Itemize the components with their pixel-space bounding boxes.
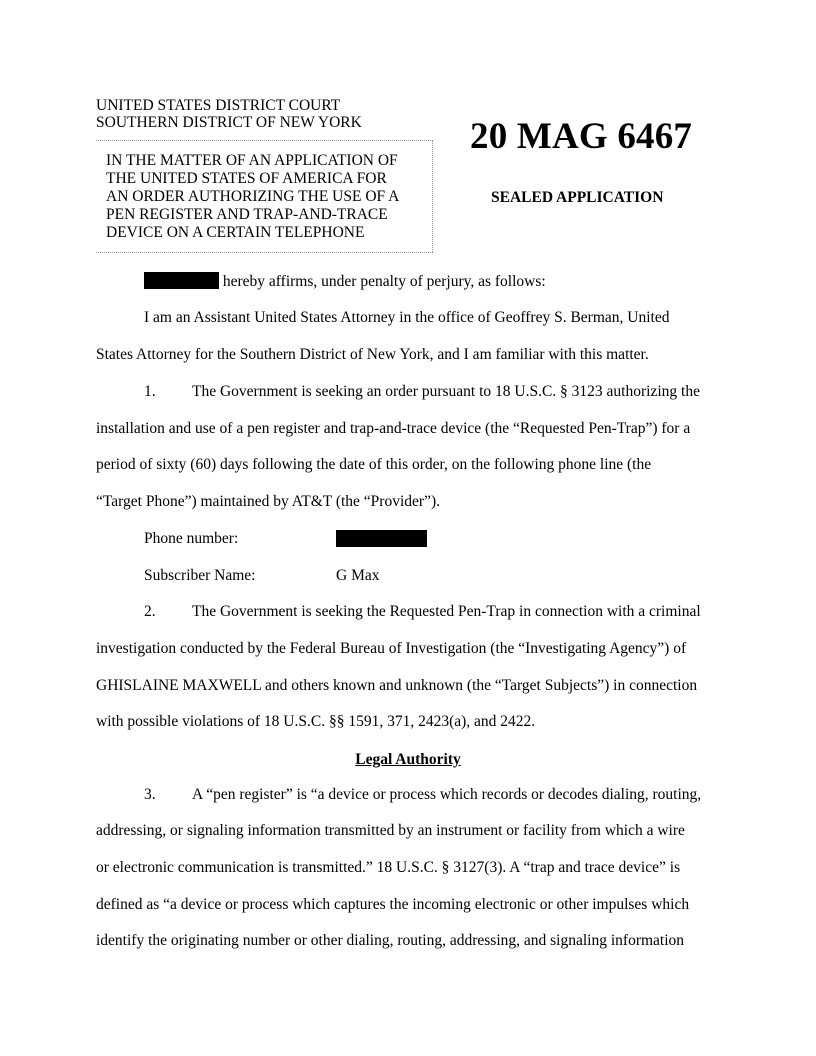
affirmation-line [144, 272, 546, 291]
body-line: GHISLAINE MAXWELL and others known and unknown (the “Target Subjects”) in connection [96, 677, 698, 694]
matter-caption-line: DEVICE ON A CERTAIN TELEPHONE [106, 224, 365, 241]
body-line: identify the originating number or other dialing, routing, addressing, and signaling information [96, 932, 685, 949]
paragraph-number: 3. [144, 786, 156, 803]
caption-divider-bottom [96, 252, 433, 253]
court-district-line: SOUTHERN DISTRICT OF NEW YORK [96, 114, 362, 131]
phone-number-value [336, 530, 427, 549]
paragraph-number: 2. [144, 603, 156, 620]
body-line: investigation conducted by the Federal Bureau of Investigation (the “Investigating Agency”) of [96, 640, 687, 657]
matter-caption-line: IN THE MATTER OF AN APPLICATION OF [106, 152, 398, 169]
matter-caption-line: THE UNITED STATES OF AMERICA FOR [106, 170, 387, 187]
phone-number-label: Phone number: [144, 530, 239, 547]
body-line: period of sixty (60) days following the date of this order, on the following phone line (the [96, 456, 652, 473]
body-line: addressing, or signaling information transmitted by an instrument or facility from which a wire [96, 822, 685, 839]
sealed-application-label: SEALED APPLICATION [491, 189, 664, 206]
body-line: A “pen register” is “a device or process which records or decodes dialing, routing, [192, 786, 702, 803]
section-heading: Legal Authority [355, 751, 461, 768]
matter-caption-line: PEN REGISTER AND TRAP-AND-TRACE [106, 206, 388, 223]
court-name-line: UNITED STATES DISTRICT COURT [96, 97, 341, 114]
body-line: “Target Phone”) maintained by AT&T (the “Provider”). [96, 493, 440, 510]
matter-caption [106, 152, 399, 242]
caption-divider-right [432, 140, 433, 252]
case-number: 20 MAG 6467 [470, 116, 693, 157]
body-line: States Attorney for the Southern District of New York, and I am familiar with this matter. [96, 346, 649, 363]
redaction-box [144, 272, 219, 289]
subscriber-name-value: G Max [336, 567, 380, 584]
body-line: The Government is seeking an order pursuant to 18 U.S.C. § 3123 authorizing the [192, 383, 700, 400]
court-name [96, 97, 362, 131]
subscriber-name-label: Subscriber Name: [144, 567, 256, 584]
body-line: defined as “a device or process which captures the incoming electronic or other impulses which [96, 896, 690, 913]
caption-divider-top [96, 140, 433, 141]
body-line: The Government is seeking the Requested Pen-Trap in connection with a criminal [192, 603, 701, 620]
body-line: or electronic communication is transmitted.” 18 U.S.C. § 3127(3). A “trap and trace device” is [96, 859, 681, 876]
matter-caption-line: AN ORDER AUTHORIZING THE USE OF A [106, 188, 400, 205]
redaction-box [336, 530, 427, 547]
body-line: I am an Assistant United States Attorney in the office of Geoffrey S. Berman, United [144, 309, 670, 326]
affirmation-text: hereby affirms, under penalty of perjury, as follows: [222, 273, 546, 290]
paragraph-number: 1. [144, 383, 156, 400]
body-line: with possible violations of 18 U.S.C. §§ 1591, 371, 2423(a), and 2422. [96, 713, 536, 730]
body-line: installation and use of a pen register and trap-and-trace device (the “Requested Pen-Trap”) for a [96, 420, 691, 437]
